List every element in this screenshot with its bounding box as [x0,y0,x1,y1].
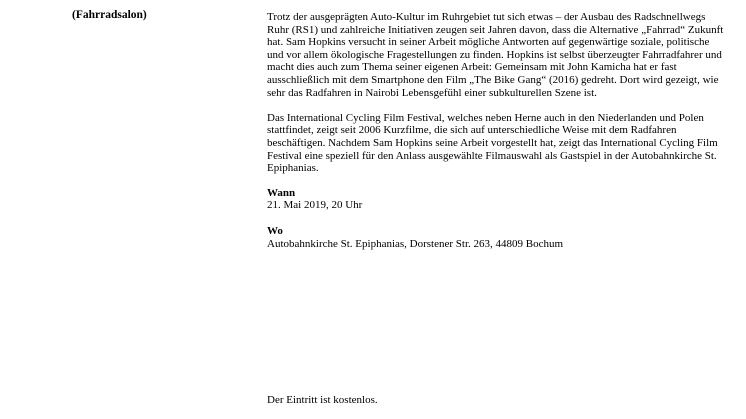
when-value: 21. Mai 2019, 20 Uhr [267,199,363,212]
event-description [267,11,727,250]
where-label: Wo [267,224,283,237]
paragraph-intro: Trotz der ausgeprägten Auto-Kultur im Ruhrgebiet tut sich etwas – der Ausbau des Radschnellwegs Ruhr (RS1) und zahlreiche Initiativen zeugen seit Jahren davon, dass die Alternative „Fahrrad“ Zukunft hat. Sam Hopkins versucht in seiner Arbeit mögliche Antworten auf gegenwärtige soziale, politische und vor allem ökologische Fragestellungen zu finden. Hopkins ist selbst überzeugter Fahrradfahrer und macht dies auch zum Thema seiner eigenen Arbeit: Gemeinsam mit John Kamicha hat er fast ausschließlich mit dem Smartphone den Film „The Bike Gang“ (2016) gedreht. Dort wird gezeigt, wie sehr das Radfahren in Nairobi Lebensgefühl einer subkulturellen Szene ist. [267,11,724,99]
paragraph-festival: Das International Cycling Film Festival, welches neben Herne auch in den Niederlanden und Polen stattfindet, zeigt seit 2006 Kurzfilme, die sich auf unterschiedliche Weise mit dem Radfahren beschäftigen. Nachdem Sam Hopkins seine Arbeit vorgestellt hat, zeigt das International Cycling Film Festival eine speziell für den Anlass ausgewählte Filmauswahl als Gastspiel in der Autobahnkirche St. Epiphanias. [267,111,718,175]
where-value: Autobahnkirche St. Epiphanias, Dorstener Str. 263, 44809 Bochum [267,237,564,250]
entry-note: Der Eintritt ist kostenlos. [267,394,378,406]
event-subtitle: (Fahrradsalon) [72,9,147,21]
when-label: Wann [267,186,296,199]
